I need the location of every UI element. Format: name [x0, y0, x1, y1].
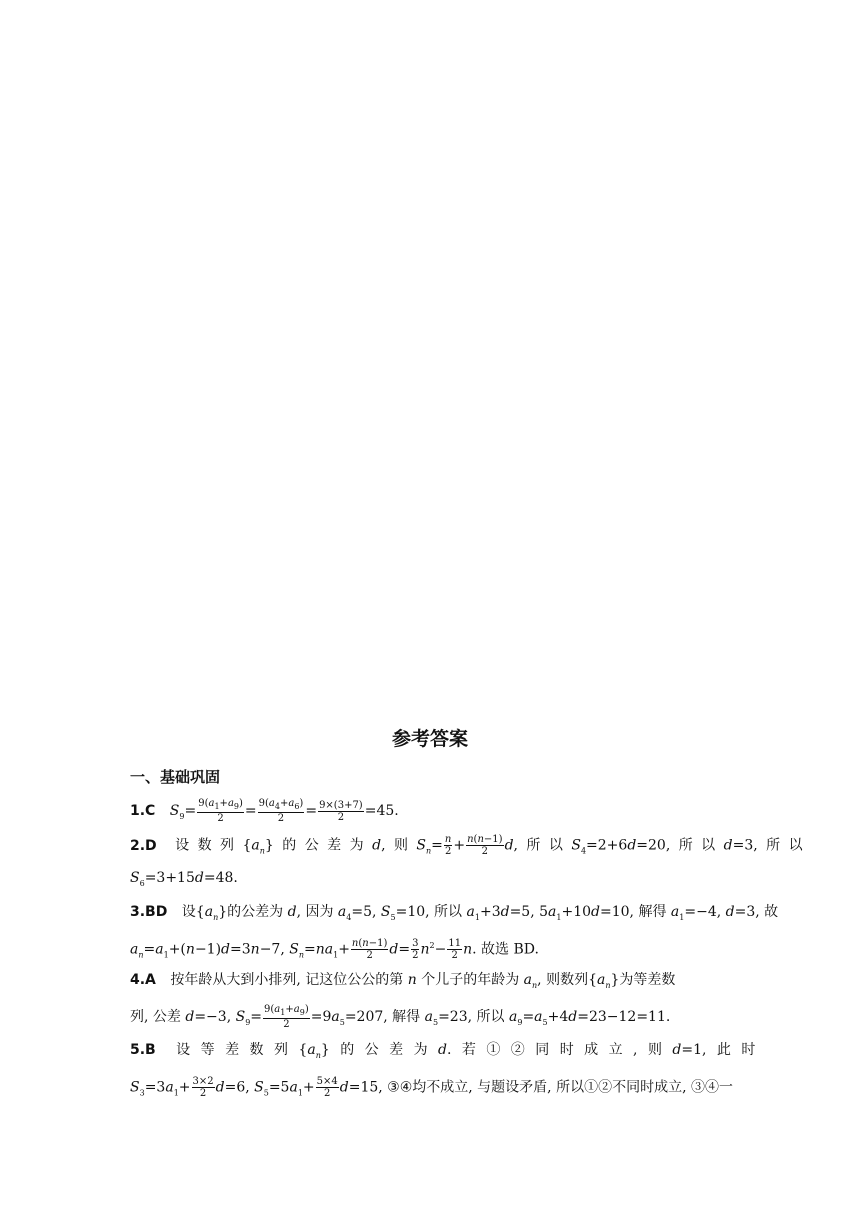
page-title: 参考答案: [391, 728, 468, 750]
answer-4-number: 4.A: [130, 972, 156, 988]
answer-1-line-1: 1.C $S_9=$ $\frac{9(a_1+a_9)}{2}$ = $\frac{9(a_4+a_6)}{2}$ = $\frac{9\times(3+7)}{2}$ =45.: [130, 798, 399, 824]
answer-5-line-2: $S_3=3a_1+$ $\frac{3\times 2}{2}$ d=6, $S_5=5a_1+$ $\frac{5\times 4}{2}$ d=15, ③④均不成立, 与题设矛盾, 所以①②不同时成立, ③④一: [130, 1076, 733, 1099]
answer-4-line-1: 4.A 按年龄从大到小排列, 记这位公公的第 n 个儿子的年龄为 $a_n$, 则数列$\{a_n\}$为等差数: [130, 972, 676, 990]
answer-5-line-1: 5.B 设 等 差 数 列 $\{a_n\}$ 的 公 差 为 d. 若 ① ② 同 时 成 立 , 则 d=1, 此 时: [130, 1042, 756, 1060]
answer-5-number: 5.B: [130, 1042, 156, 1058]
answer-2-line-2: $S_6=3+15d=48$.: [130, 870, 238, 888]
answer-1-number: 1.C: [130, 803, 156, 819]
answer-3-number: 3.BD: [130, 904, 168, 920]
section-heading: 一、基础巩固: [130, 768, 221, 786]
answer-2-line-1: 2.D 设 数 列 $\{a_n\}$ 的 公 差 为 d, 则 $S_n=$ $\frac{n}{2}$ + $\frac{n(n-1)}{2}$ d, 所 以 $S_4=2+6d=20$, 所 以 d=3, 所 以: [130, 834, 803, 857]
answer-3-line-1: 3.BD 设$\{a_n\}$的公差为 d, 因为 $a_4=5$, $S_5=10$, 所以 $a_1+3d=5$, $5a_1+10d=10$, 解得 $a_1=-4$, d=3, 故: [130, 904, 779, 922]
answer-2-number: 2.D: [130, 837, 157, 854]
answer-4-line-2: 列, 公差 d=−3, $S_9=$ $\frac{9(a_1+a_9)}{2}$ $=9a_5=207$, 解得 $a_5=23$, 所以 $a_9=a_5+4d=23-12=11$.: [130, 1004, 671, 1030]
answer-3-line-2: $a_n=a_1+(n-1)d=3n-7$, $S_n=na_1+$ $\frac{n(n-1)}{2}$ d= $\frac{3}{2}$ $n^2-$ $\frac{11}{2}$ n. 故选 BD.: [130, 938, 539, 962]
